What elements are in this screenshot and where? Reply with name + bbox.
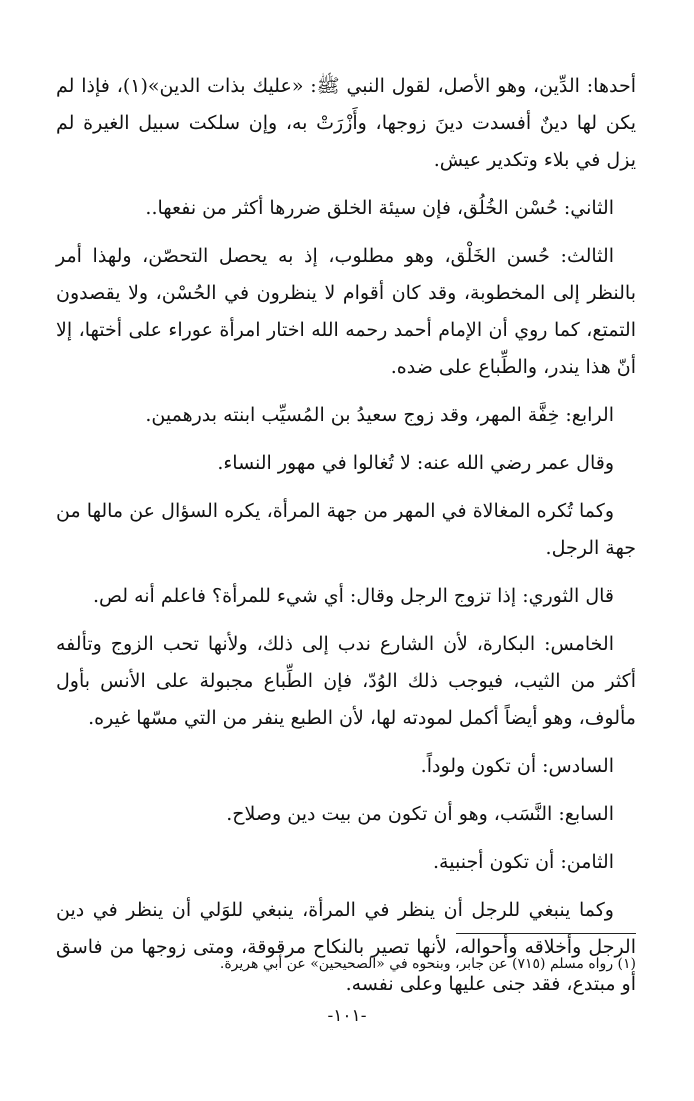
paragraph-virginity: الخامس: البكارة، لأن الشارع ندب إلى ذلك، ولأنها تحب الزوج وتألفه أكثر من الثيب، فيوجب ذلك الوُدّ، فإن الطِّباع مجبولة على الأنس بأول مألوف، وهو أيضاً أكمل لمودته لها، لأن الطبع ينفر من التي مسّها غيره. bbox=[56, 633, 636, 729]
paragraph-fertility: السادس: أن تكون ولوداً. bbox=[420, 755, 614, 777]
paragraph-dowry: الرابع: خِفَّة المهر، وقد زوج سعيدُ بن المُسيِّب ابنته بدرهمين. bbox=[145, 404, 614, 426]
paragraph-thawri-quote: قال الثوري: إذا تزوج الرجل وقال: أي شيء للمرأة؟ فاعلم أنه لص. bbox=[92, 585, 614, 607]
paragraph-religion: أحدها: الدِّين، وهو الأصل، لقول النبي ﷺ: «عليك بذات الدين»(١)، فإذا لم يكن لها دينٌ أفسدت دينَ زوجها، وأَزْرَتْ به، وإن سلكت سبيل الغيرة لم يزل في بلاء وتكدير عيش. bbox=[56, 75, 636, 171]
paragraph-foreign: الثامن: أن تكون أجنبية. bbox=[433, 851, 614, 873]
paragraph-guardian: وكما ينبغي للرجل أن ينظر في المرأة، ينبغي للوَلي أن ينظر في دين الرجل وأخلاقه وأحواله، لأنها تصير بالنكاح مرقوقة، ومتى زوجها من فاسق أو مبتدع، فقد جنى عليها وعلى نفسه. bbox=[56, 899, 636, 995]
footnote-divider bbox=[456, 933, 636, 934]
paragraph-lineage: السابع: النَّسَب، وهو أن تكون من بيت دين وصلاح. bbox=[226, 803, 614, 825]
paragraph-umar-quote: وقال عمر رضي الله عنه: لا تُغالوا في مهور النساء. bbox=[217, 452, 614, 474]
main-text bbox=[56, 68, 636, 1014]
paragraph-excess-dowry: وكما تُكره المغالاة في المهر من جهة المرأة، يكره السؤال عن مالها من جهة الرجل. bbox=[56, 500, 636, 559]
page-number: -١٠١- bbox=[327, 1006, 367, 1026]
paragraph-beauty: الثالث: حُسن الخَلْق، وهو مطلوب، إذ به يحصل التحصّن، ولهذا أمر بالنظر إلى المخطوبة، وقد كان أقوام لا ينظرون في الحُسْن، ولا يقصدون التمتع، كما روي أن الإمام أحمد رحمه الله اختار امرأة عوراء على أختها، إلا أنّ هذا يندر، والطِّباع على ضده. bbox=[56, 245, 636, 378]
paragraph-character: الثاني: حُسْن الخُلُق، فإن سيئة الخلق ضررها أكثر من نفعها.. bbox=[145, 197, 614, 219]
footnote: (١) رواه مسلم (٧١٥) عن جابر، وبنحوه في «الصحيحين» عن أبي هريرة. bbox=[219, 956, 636, 972]
